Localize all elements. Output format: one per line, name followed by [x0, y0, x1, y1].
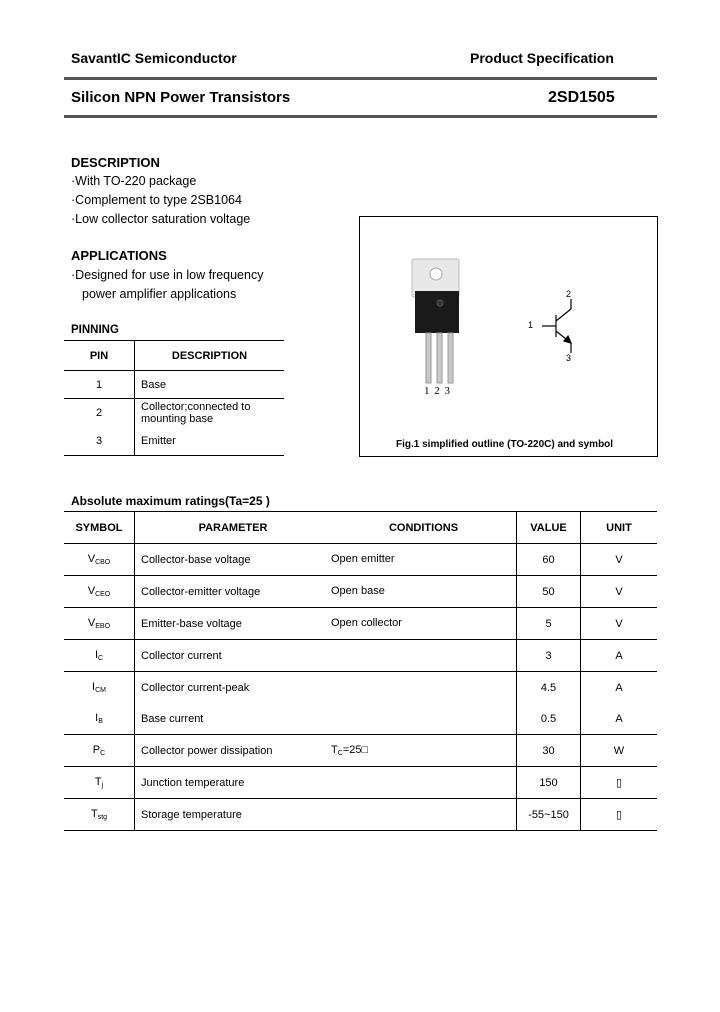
applications-line: ·Designed for use in low frequency	[71, 268, 264, 282]
condition-cell: $T_C=25□$	[331, 735, 517, 767]
symbol-pin-base-label: 1	[528, 320, 534, 330]
condition-cell	[331, 799, 517, 831]
header-rule-top	[64, 77, 657, 80]
condition-cell: Open emitter	[331, 544, 517, 576]
pinning-table	[64, 340, 284, 456]
condition-cell	[331, 703, 517, 735]
pin-number: 1	[64, 371, 135, 399]
symbol-cell: $T_j$	[64, 767, 135, 799]
pinning-title: PINNING	[71, 324, 119, 336]
table-row	[64, 703, 657, 735]
unit-cell: V	[615, 553, 623, 566]
pin-row	[64, 428, 284, 456]
parameter-header: PARAMETER	[135, 512, 332, 544]
unit-cell: ▯	[581, 799, 658, 831]
value-cell: 4.5	[517, 672, 581, 704]
pin-number: 3	[64, 428, 135, 456]
conditions-header: CONDITIONS	[331, 512, 517, 544]
ratings-table	[64, 511, 657, 831]
parameter-cell: Collector-emitter voltage	[135, 576, 332, 608]
value-cell: 3	[517, 640, 581, 672]
pin-header: PIN	[64, 341, 135, 371]
unit-cell: A	[581, 640, 658, 672]
unit-cell: V	[581, 576, 658, 608]
condition-cell	[331, 767, 517, 799]
table-row	[64, 767, 657, 799]
symbol-cell: $P_C$	[64, 735, 135, 767]
value-cell: 60	[517, 544, 581, 576]
condition-cell	[331, 672, 517, 704]
company-name: SavantIC Semiconductor	[71, 50, 237, 66]
value-cell: 0.5	[517, 703, 581, 735]
parameter-cell: Emitter-base voltage	[135, 608, 332, 640]
ratings-title: Absolute maximum ratings(Ta=25 )	[71, 494, 270, 508]
unit-cell: A	[581, 672, 658, 704]
document-type: Product Specification	[470, 50, 614, 66]
unit-header: UNIT	[581, 512, 658, 544]
pin-row	[64, 399, 284, 428]
value-cell: -55~150	[517, 799, 581, 831]
npn-transistor-symbol	[542, 299, 571, 353]
parameter-cell: Collector power dissipation	[135, 735, 332, 767]
symbol-cell: $V_{EBO}$	[64, 608, 135, 640]
parameter-cell: Collector current-peak	[135, 672, 332, 704]
table-row	[64, 672, 657, 704]
unit-cell: W	[581, 735, 658, 767]
symbol-cell: $I_C$	[64, 640, 135, 672]
pin-number: 2	[64, 399, 135, 428]
symbol-header: SYMBOL	[64, 512, 135, 544]
symbol-cell: $V_{CBO}$	[64, 544, 135, 576]
condition-cell: Open collector	[331, 608, 517, 640]
part-number: 2SD1505	[548, 89, 615, 106]
value-cell: 150	[517, 767, 581, 799]
applications-line: power amplifier applications	[82, 287, 237, 301]
unit-cell: A	[615, 712, 623, 725]
header-rule-bottom	[64, 115, 657, 118]
condition-cell: Open base	[331, 576, 517, 608]
figure-caption: Fig.1 simplified outline (TO-220C) and symbol	[396, 439, 614, 450]
applications-title: APPLICATIONS	[71, 248, 167, 263]
value-cell: 30	[517, 735, 581, 767]
table-row	[64, 576, 657, 608]
to220-package-illustration	[360, 217, 657, 456]
product-family: Silicon NPN Power Transistors	[71, 89, 291, 106]
symbol-pin-emitter-label: 3	[566, 353, 572, 363]
pin-row	[64, 371, 284, 399]
unit-cell: ▯	[581, 767, 658, 799]
unit-cell: V	[581, 608, 658, 640]
table-row	[64, 799, 657, 831]
pin-description: Collector;connected to mounting base	[135, 399, 285, 428]
description-item: ·Low collector saturation voltage	[71, 212, 251, 226]
parameter-cell: Base current	[141, 712, 204, 725]
pin-description: Emitter	[135, 428, 285, 456]
value-cell: 5	[517, 608, 581, 640]
table-row	[64, 544, 657, 576]
symbol-cell: $I_B$	[64, 703, 135, 735]
parameter-cell: Storage temperature	[135, 799, 332, 831]
parameter-cell: Collector-base voltage	[141, 553, 251, 566]
value-cell: 50	[517, 576, 581, 608]
symbol-cell: $I_{CM}$	[64, 672, 135, 704]
table-row	[64, 640, 657, 672]
parameter-cell: Junction temperature	[135, 767, 332, 799]
symbol-cell: $V_{CEO}$	[64, 576, 135, 608]
symbol-pin-collector-label: 2	[566, 289, 572, 299]
description-item: ·With TO-220 package	[71, 174, 197, 188]
description-title: DESCRIPTION	[71, 155, 160, 170]
description-item: ·Complement to type 2SB1064	[71, 193, 242, 207]
value-header: VALUE	[517, 512, 581, 544]
parameter-cell: Collector current	[135, 640, 332, 672]
package-pin-labels: 1 2 3	[424, 385, 451, 397]
pin-description-header: DESCRIPTION	[135, 341, 285, 371]
table-row	[64, 735, 657, 767]
table-row	[64, 608, 657, 640]
symbol-cell: $T_{stg}$	[64, 799, 135, 831]
condition-cell	[331, 640, 517, 672]
pin-description: Base	[141, 378, 167, 391]
figure-box	[359, 216, 658, 457]
